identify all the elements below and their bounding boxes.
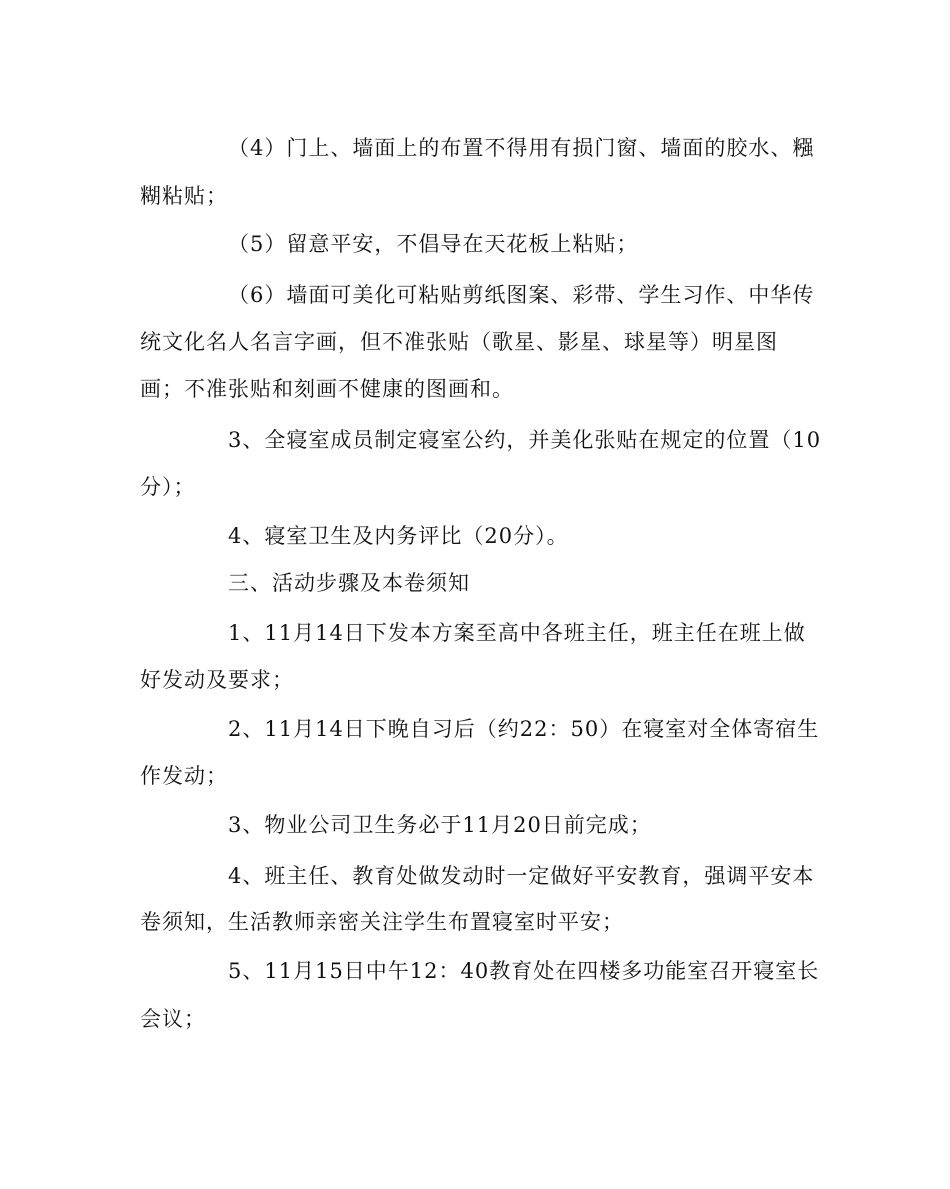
paragraph-line: 会议； xyxy=(140,1007,206,1031)
paragraph-line: 画；不准张贴和刻画不健康的图画和。 xyxy=(140,377,514,401)
paragraph-line: 糊粘贴； xyxy=(140,184,228,208)
paragraph-line: 4、寝室卫生及内务评比（20分）。 xyxy=(228,524,569,548)
paragraph-line: 4、班主任、教育处做发动时一定做好平安教育，强调平安本 xyxy=(228,864,815,888)
section-heading: 三、活动步骤及本卷须知 xyxy=(228,571,470,595)
paragraph-line: 分）； xyxy=(140,475,196,499)
paragraph-line: （6）墙面可美化可粘贴剪纸图案、彩带、学生习作、中华传 xyxy=(228,283,815,307)
paragraph-line: 统文化名人名言字画，但不准张贴（歌星、影星、球星等）明星图 xyxy=(140,330,778,354)
paragraph-line: 作发动； xyxy=(140,764,228,788)
paragraph-line: 2、11月14日下晚自习后（约22：50）在寝室对全体寄宿生 xyxy=(228,717,820,741)
paragraph-line: 3、物业公司卫生务必于11月20日前完成； xyxy=(228,813,652,837)
paragraph-line: （4）门上、墙面上的布置不得用有损门窗、墙面的胶水、糨 xyxy=(228,136,815,160)
paragraph-line: 1、11月14日下发本方案至高中各班主任，班主任在班上做 xyxy=(228,621,806,645)
paragraph-line: （5）留意平安，不倡导在天花板上粘贴； xyxy=(228,232,639,256)
paragraph-line: 3、全寝室成员制定寝室公约，并美化张贴在规定的位置（10 xyxy=(228,428,822,452)
paragraph-line: 好发动及要求； xyxy=(140,668,294,692)
paragraph-line: 5、11月15日中午12：40教育处在四楼多功能室召开寝室长 xyxy=(228,959,820,983)
paragraph-line: 卷须知，生活教师亲密关注学生布置寝室时平安； xyxy=(140,910,624,934)
